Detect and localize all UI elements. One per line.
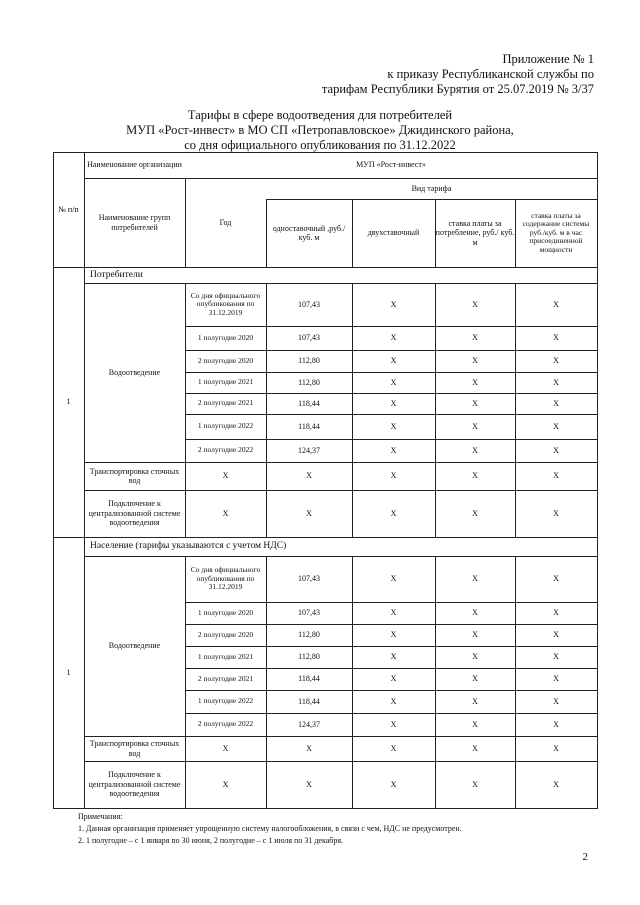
doc-title-line2: МУП «Рост-инвест» в МО СП «Петропавловское» Джидинского района,	[126, 123, 514, 137]
tariff-value-cell: X	[390, 674, 397, 684]
service-value-cell: X	[472, 743, 478, 753]
service-value-cell: X	[390, 743, 397, 753]
tariff-value-cell: X	[472, 574, 478, 584]
tariff-value-cell: 118,44	[298, 674, 320, 684]
tariff-value-cell: 112,80	[298, 652, 320, 662]
service-value-cell: X	[222, 779, 229, 789]
period-cell: 2 полугодие 2022	[197, 445, 254, 455]
tariff-value-cell: X	[390, 333, 397, 343]
tariff-value-cell: X	[390, 696, 397, 706]
grid-line	[597, 152, 598, 808]
column-header-consumption-rate: ставка платы за потребление, руб./ куб. м	[435, 218, 515, 247]
tariff-value-cell: X	[472, 445, 478, 455]
tariff-value-cell: X	[553, 356, 559, 366]
tariff-value-cell: X	[390, 445, 397, 455]
column-header-tariff-type: Вид тарифа	[411, 183, 452, 193]
tariff-value-cell: X	[472, 652, 478, 662]
tariff-value-cell: X	[390, 356, 397, 366]
service-label: Транспортировка сточных вод	[89, 466, 180, 485]
column-header-two-rate: двухставочный	[367, 228, 420, 238]
tariff-value-cell: X	[553, 696, 559, 706]
service-value-cell: X	[306, 508, 312, 518]
tariff-value-cell: X	[472, 377, 478, 387]
service-value-cell: X	[222, 508, 229, 518]
period-cell: 1 полугодие 2022	[197, 421, 254, 431]
service-value-cell: X	[472, 779, 478, 789]
tariff-value-cell: 112,80	[298, 630, 320, 640]
doc-title-line3: со дня официального опубликования по 31.12.2022	[184, 138, 456, 152]
column-header-consumer-groups: Наименование групп потребителей	[98, 213, 171, 232]
tariff-value-cell: 107,43	[298, 333, 320, 343]
group-label: Водоотведение	[108, 367, 161, 377]
service-value-cell: X	[306, 779, 312, 789]
tariff-value-cell: X	[553, 333, 559, 343]
service-label: Транспортировка сточных вод	[89, 739, 180, 758]
notes-heading: Примечания:	[78, 812, 123, 821]
tariff-value-cell: X	[472, 421, 478, 431]
tariff-value-cell: X	[553, 608, 559, 618]
order-date-line: тарифам Республики Бурятия от 25.07.2019 № 3/37	[321, 82, 594, 96]
tariff-value-cell: X	[472, 719, 478, 729]
order-reference-line: к приказу Республиканской службы по	[387, 67, 594, 81]
organization-name: МУП «Рост-инвест»	[356, 160, 426, 170]
period-cell: 2 полугодие 2021	[197, 673, 254, 683]
tariff-value-cell: X	[553, 719, 559, 729]
period-cell: 2 полугодие 2020	[197, 355, 254, 365]
column-header-year: Год	[219, 217, 232, 227]
tariff-value-cell: X	[553, 421, 559, 431]
period-cell: 1 полугодие 2022	[197, 696, 254, 706]
period-cell: 2 полугодие 2022	[197, 719, 254, 729]
tariff-value-cell: 107,43	[298, 299, 320, 309]
tariff-value-cell: 107,43	[298, 574, 320, 584]
tariff-value-cell: X	[472, 608, 478, 618]
column-header-single-rate: одноставочный ,руб./ куб. м	[272, 223, 346, 242]
tariff-value-cell: 112,80	[298, 356, 320, 366]
section-title: Население (тарифы указываются с учетом НДС)	[90, 541, 287, 551]
column-header-organization: Наименование организации	[87, 160, 182, 170]
period-cell: Со дня официального опубликования по 31.12.2019	[190, 290, 261, 317]
tariff-value-cell: X	[390, 421, 397, 431]
tariff-value-cell: X	[472, 630, 478, 640]
column-header-number: № п/п	[58, 204, 79, 214]
period-cell: Со дня официального опубликования по 31.12.2019	[190, 565, 261, 592]
tariff-value-cell: X	[472, 398, 478, 408]
tariff-value-cell: X	[390, 719, 397, 729]
tariff-value-cell: 124,37	[298, 719, 320, 729]
service-value-cell: X	[390, 471, 397, 481]
period-cell: 1 полугодие 2021	[197, 377, 254, 387]
note-2: 2. 1 полугодие – с 1 января по 30 июня, 2 полугодие – с 1 июля по 31 декабря.	[78, 836, 344, 845]
tariff-value-cell: X	[472, 333, 478, 343]
service-value-cell: X	[306, 743, 312, 753]
service-label: Подключение к централизованной системе водоотведения	[88, 770, 181, 799]
appendix-title: Приложение № 1	[502, 52, 594, 66]
tariff-value-cell: X	[472, 299, 478, 309]
service-value-cell: X	[222, 743, 229, 753]
tariff-value-cell: 124,37	[298, 445, 320, 455]
tariff-value-cell: X	[553, 377, 559, 387]
tariff-value-cell: X	[553, 574, 559, 584]
tariff-value-cell: X	[390, 608, 397, 618]
period-cell: 1 полугодие 2020	[197, 332, 254, 342]
tariff-value-cell: X	[553, 652, 559, 662]
tariff-value-cell: X	[390, 652, 397, 662]
tariff-value-cell: X	[390, 377, 397, 387]
period-cell: 2 полугодие 2020	[197, 629, 254, 639]
tariff-value-cell: X	[553, 445, 559, 455]
tariff-value-cell: X	[472, 356, 478, 366]
tariff-value-cell: 107,43	[298, 608, 320, 618]
tariff-value-cell: 112,80	[298, 377, 320, 387]
tariff-value-cell: X	[390, 574, 397, 584]
tariff-value-cell: 118,44	[298, 398, 320, 408]
tariff-value-cell: X	[472, 696, 478, 706]
tariff-value-cell: X	[553, 630, 559, 640]
group-label: Водоотведение	[108, 641, 161, 651]
grid-line	[53, 808, 598, 809]
service-label: Подключение к централизованной системе водоотведения	[88, 499, 181, 528]
doc-title-line1: Тарифы в сфере водоотведения для потребителей	[187, 108, 453, 122]
tariff-value-cell: X	[390, 630, 397, 640]
tariff-value-cell: X	[553, 398, 559, 408]
tariff-value-cell: X	[553, 299, 559, 309]
service-value-cell: X	[472, 471, 478, 481]
service-value-cell: X	[472, 508, 478, 518]
service-value-cell: X	[390, 779, 397, 789]
service-value-cell: X	[553, 779, 559, 789]
tariff-value-cell: X	[390, 299, 397, 309]
note-1: 1. Данная организация применяет упрощенную систему налогообложения, в связи с чем, НДС не предусмотрен.	[78, 824, 462, 833]
period-cell: 1 полугодие 2021	[197, 651, 254, 661]
service-value-cell: X	[553, 471, 559, 481]
service-value-cell: X	[553, 743, 559, 753]
service-value-cell: X	[222, 471, 229, 481]
period-cell: 2 полугодие 2021	[197, 398, 254, 408]
period-cell: 1 полугодие 2020	[197, 607, 254, 617]
tariff-value-cell: X	[472, 674, 478, 684]
section-number: 1	[66, 667, 71, 677]
service-value-cell: X	[553, 508, 559, 518]
service-value-cell: X	[390, 508, 397, 518]
section-number: 1	[66, 397, 71, 407]
section-title: Потребители	[90, 269, 143, 280]
service-value-cell: X	[306, 471, 312, 481]
page-number: 2	[582, 851, 588, 863]
tariff-value-cell: 118,44	[298, 421, 320, 431]
tariff-value-cell: X	[553, 674, 559, 684]
tariff-value-cell: 118,44	[298, 696, 320, 706]
tariff-value-cell: X	[390, 398, 397, 408]
column-header-maintenance-rate: ставка платы за содержание системы руб./куб. м в час присоединенной мощности	[522, 210, 590, 254]
